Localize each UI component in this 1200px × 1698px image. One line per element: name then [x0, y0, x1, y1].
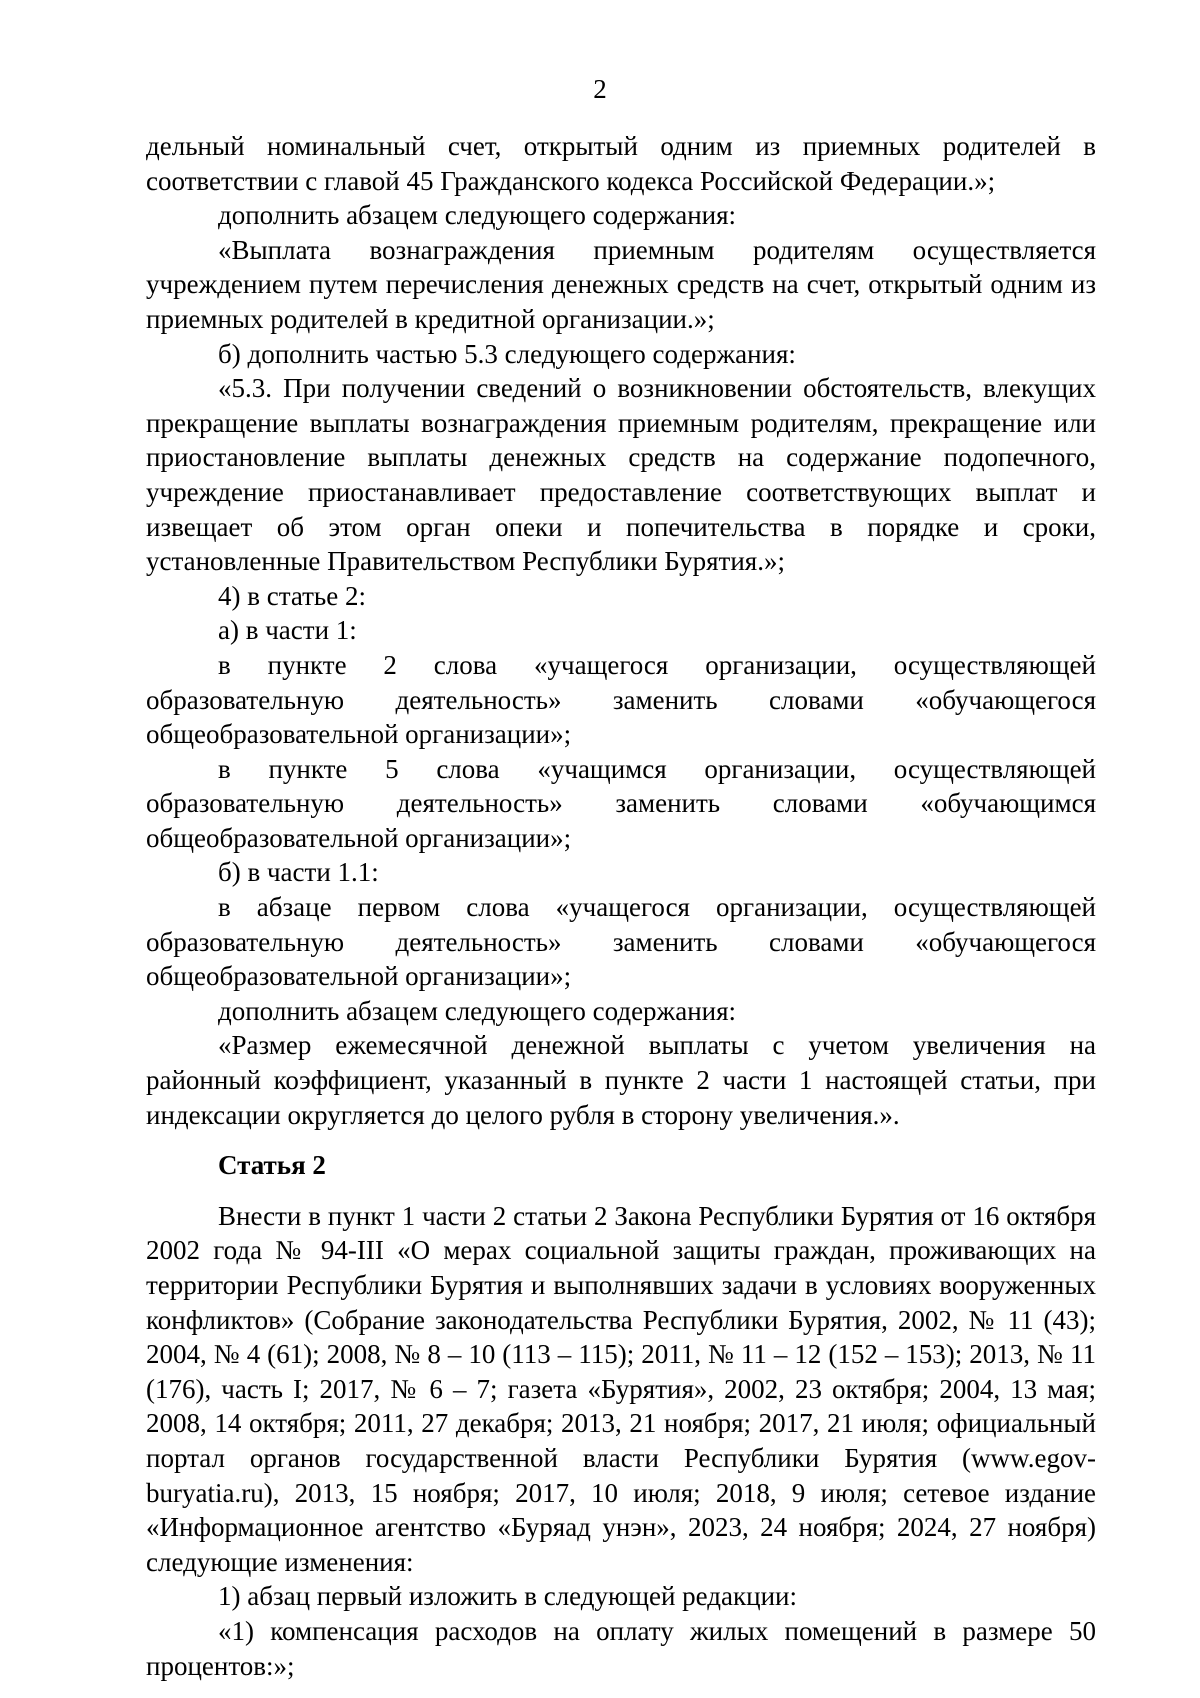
- paragraph: Внести в пункт 1 части 2 статьи 2 Закона Республики Бурятия от 16 октября 2002 года № 94-III «О мерах социальной защиты граждан, проживающих на территории Республики Бурятия и выполнявших задачи в условиях вооруженных конфликтов» (Собрание законодательства Республики Бурятия, 2002, № 11 (43); 2004, № 4 (61); 2008, № 8 – 10 (113 – 115); 2011, № 11 – 12 (152 – 153); 2013, № 11 (176), часть I; 2017, № 6 – 7; газета «Бурятия», 2002, 23 октября; 2004, 13 мая; 2008, 14 октября; 2011, 27 декабря; 2013, 21 ноября; 2017, 21 июля; официальный портал органов государственной власти Республики Бурятия (www.egov-buryatia.ru), 2013, 15 ноября; 2017, 10 июля; 2018, 9 июля; сетевое издание «Информационное агентство «Буряад унэн», 2023, 24 ноября; 2024, 27 ноября) следующие изменения:: [146, 1200, 1096, 1577]
- document-body: [146, 129, 1096, 1683]
- paragraph: б) дополнить частью 5.3 следующего содержания:: [218, 338, 796, 369]
- paragraph: «Размер ежемесячной денежной выплаты с учетом увеличения на районный коэффициент, указанный в пункте 2 части 1 настоящей статьи, при индексации округляется до целого рубля в сторону увеличения.».: [146, 1030, 1096, 1130]
- paragraph: в пункте 5 слова «учащимся организации, осуществляющей образовательную деятельность» заменить словами «обучающимся общеобразовательной организации»;: [146, 753, 1096, 853]
- paragraph: в абзаце первом слова «учащегося организации, осуществляющей образовательную деятельность» заменить словами «обучающегося общеобразовательной организации»;: [146, 892, 1096, 992]
- paragraph: «Выплата вознаграждения приемным родителям осуществляется учреждением путем перечисления денежных средств на счет, открытый одним из приемных родителей в кредитной организации.»;: [146, 234, 1096, 334]
- paragraph: в пункте 2 слова «учащегося организации, осуществляющей образовательную деятельность» заменить словами «обучающегося общеобразовательной организации»;: [146, 649, 1096, 750]
- paragraph: 1) абзац первый изложить в следующей редакции:: [218, 1581, 797, 1612]
- paragraph: а) в части 1:: [218, 615, 357, 646]
- paragraph: дополнить абзацем следующего содержания:: [218, 995, 737, 1026]
- paragraph: «1) компенсация расходов на оплату жилых помещений в размере 50 процентов:»;: [146, 1615, 1096, 1681]
- paragraph: «5.3. При получении сведений о возникновении обстоятельств, влекущих прекращение выплаты вознаграждения приемным родителям, прекращение или приостановление выплаты денежных средств на содержание подопечного, учреждение приостанавливает предоставление соответствующих выплат и извещает об этом орган опеки и попечительства в порядке и сроки, установленные Правительством Республики Бурятия.»;: [146, 373, 1096, 577]
- paragraph: дополнить абзацем следующего содержания:: [218, 200, 737, 231]
- paragraph: 4) в статье 2:: [218, 580, 366, 611]
- page-number: 2: [593, 74, 607, 104]
- article-heading: Статья 2: [218, 1150, 326, 1181]
- paragraph-continuation: дельный номинальный счет, открытый одним из приемных родителей в соответствии с главой 45 Гражданского кодекса Российской Федерации.»;: [146, 131, 1096, 196]
- paragraph: б) в части 1.1:: [218, 857, 379, 888]
